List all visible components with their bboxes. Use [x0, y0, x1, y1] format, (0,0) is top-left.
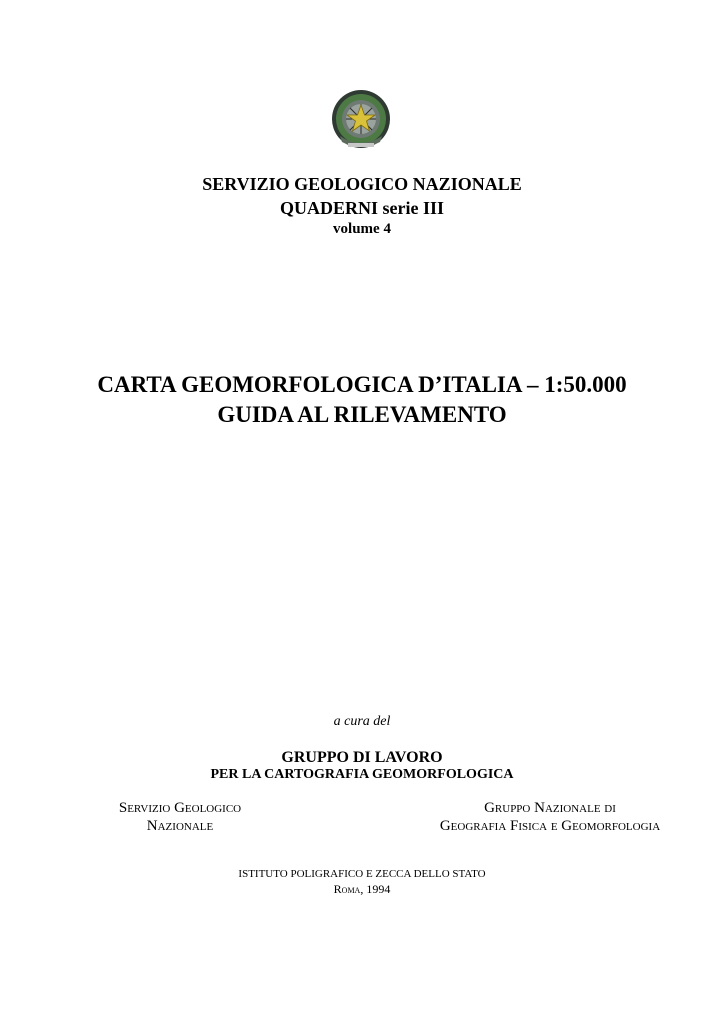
- editors-intro: a cura del: [333, 714, 391, 729]
- left-organization-line1: Servizio Geologico: [118, 800, 242, 816]
- emblem-icon: [328, 88, 394, 154]
- institution-name: SERVIZIO GEOLOGICO NAZIONALE: [202, 174, 522, 194]
- publisher-place-year: Roma, 1994: [333, 882, 391, 896]
- main-title-line2: GUIDA AL RILEVAMENTO: [217, 402, 507, 427]
- left-organization-line2: Nazionale: [146, 818, 214, 834]
- series-title: QUADERNI serie III: [280, 198, 444, 218]
- volume-number: volume 4: [333, 221, 391, 237]
- right-organization-line2: Geografia Fisica e Geomorfologia: [439, 818, 661, 834]
- working-group-subtitle: PER LA CARTOGRAFIA GEOMORFOLOGICA: [210, 767, 514, 782]
- publisher-name: ISTITUTO POLIGRAFICO E ZECCA DELLO STATO: [238, 868, 486, 880]
- working-group-title: GRUPPO DI LAVORO: [281, 749, 443, 766]
- right-organization-line1: Gruppo Nazionale di: [484, 800, 616, 816]
- main-title-line1: CARTA GEOMORFOLOGICA D’ITALIA – 1:50.000: [97, 372, 627, 397]
